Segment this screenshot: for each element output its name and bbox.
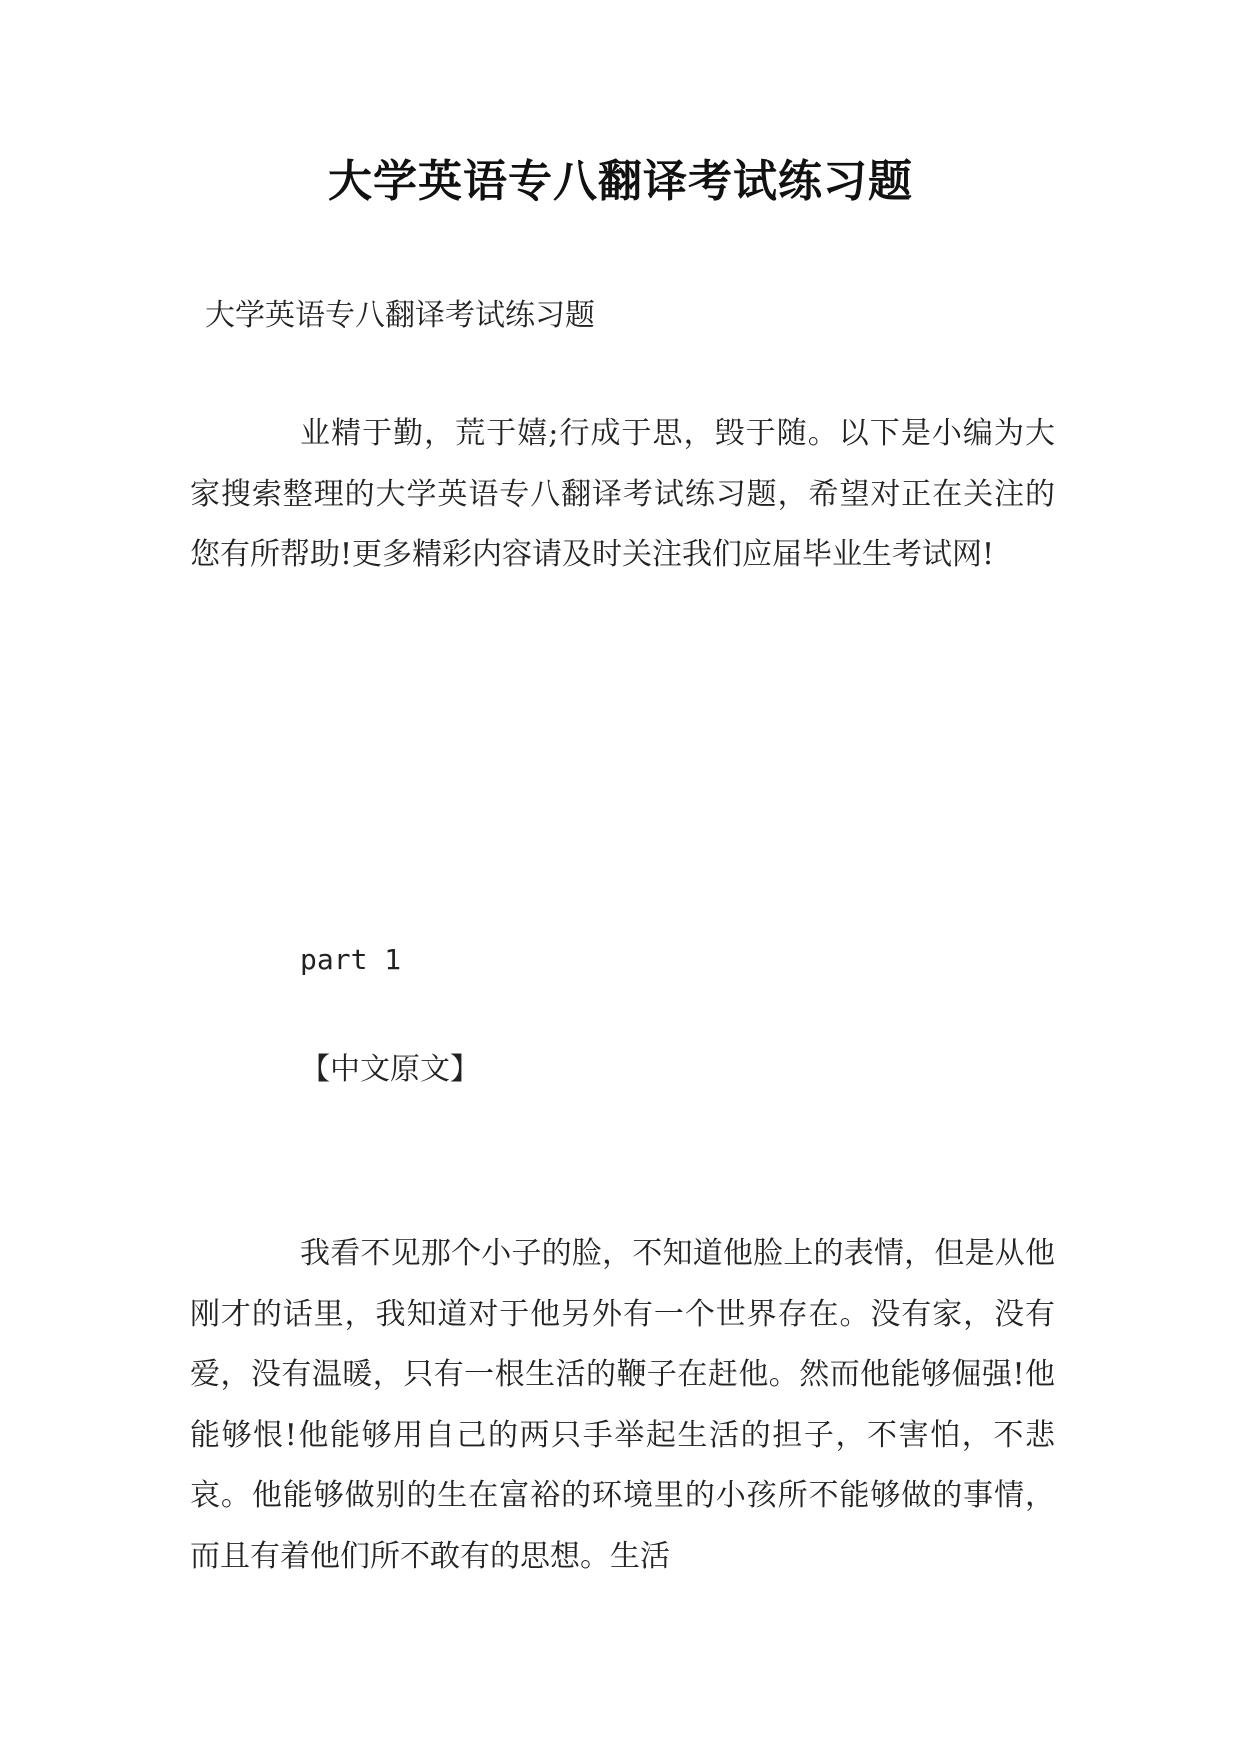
main-paragraph: 我看不见那个小子的脸，不知道他脸上的表情，但是从他刚才的话里，我知道对于他另外有一个世界存在。没有家，没有爱，没有温暖，只有一根生活的鞭子在赶他。然而他能够倔强!他能够恨!他能够用自己的两只手举起生活的担子，不害怕，不悲哀。他能够做别的生在富裕的环境里的小孩所不能够做的事情，而且有着他们所不敢有的思想。生活 xyxy=(190,1236,1055,1574)
section-label: 【中文原文】 xyxy=(300,1052,480,1087)
intro-paragraph: 业精于勤，荒于嬉;行成于思，毁于随。以下是小编为大家搜索整理的大学英语专八翻译考试练习题，希望对正在关注的您有所帮助!更多精彩内容请及时关注我们应届毕业生考试网! xyxy=(190,416,1055,572)
part-label: part 1 xyxy=(300,943,402,976)
document-subtitle: 大学英语专八翻译考试练习题 xyxy=(205,298,595,333)
document-title: 大学英语专八翻译考试练习题 xyxy=(328,156,913,207)
